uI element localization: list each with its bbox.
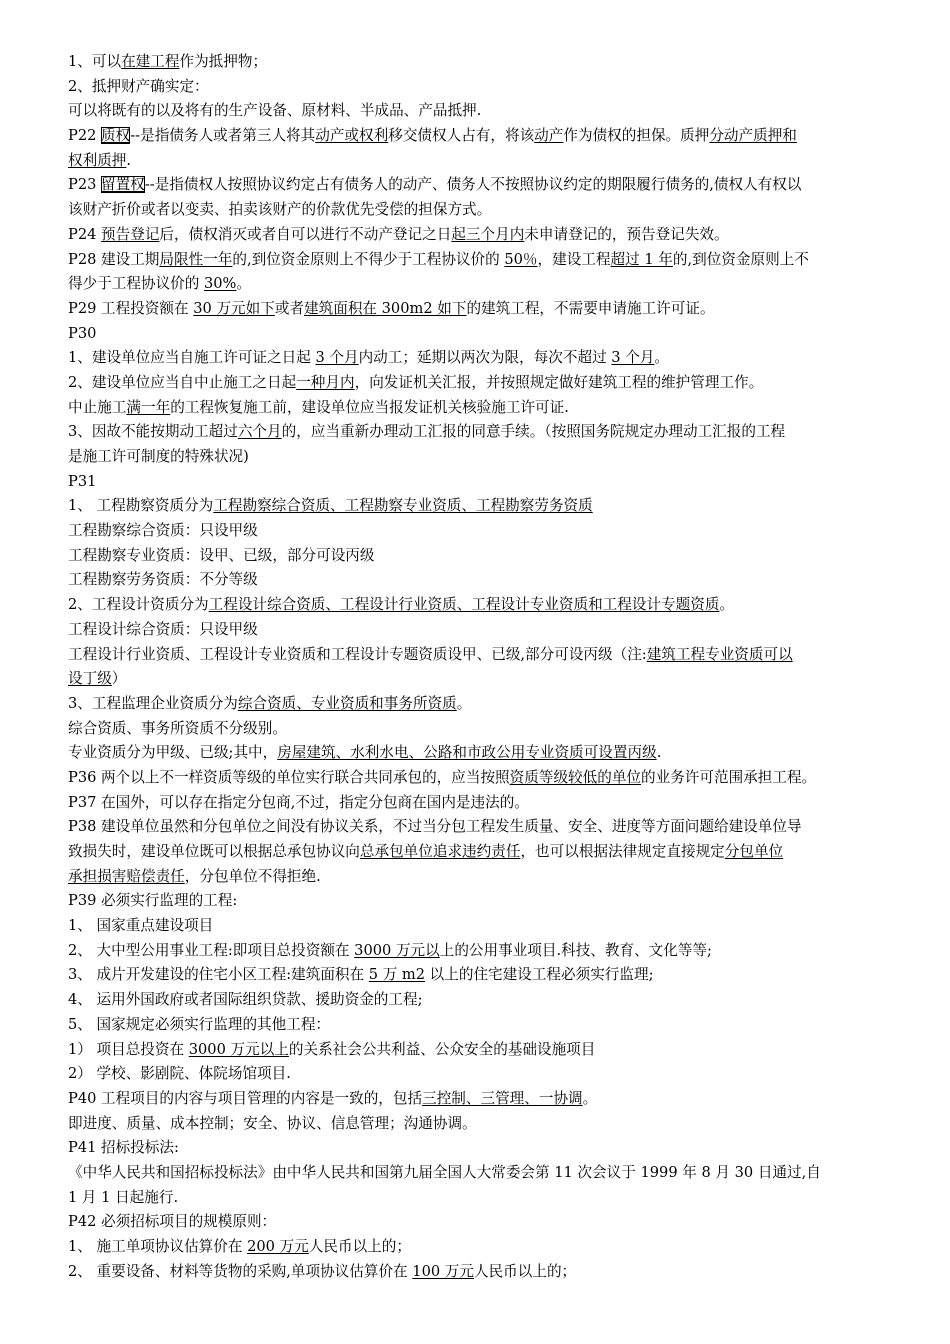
- text-run: P22: [68, 127, 102, 145]
- text-line: [68, 272, 906, 297]
- text-run: .: [656, 744, 662, 762]
- text-line: [68, 248, 906, 273]
- underlined-text: 30 万元如下: [193, 299, 275, 317]
- text-line: [68, 717, 906, 742]
- underlined-text: 建筑面积在 300m2 如下: [304, 299, 467, 317]
- text-run: P36 两个以上不一样资质等级的单位实行联合共同承包的，应当按照: [68, 768, 510, 786]
- text-run: 。: [236, 275, 252, 293]
- text-run: .: [126, 151, 132, 169]
- underlined-text: 六个月: [237, 423, 282, 441]
- text-run: 4、 运用外国政府或者国际组织贷款、援助资金的工程;: [68, 991, 423, 1009]
- underlined-text: 一种月内: [296, 373, 355, 391]
- text-run: 1、 工程勘察资质分为: [68, 497, 214, 515]
- text-run: 是施工许可制度的特殊状况): [68, 448, 249, 465]
- text-run: P40 工程项目的内容与项目管理的内容是一致的，包括: [68, 1089, 423, 1107]
- underlined-text: 资质等级较低的单位: [509, 768, 642, 786]
- text-line: [68, 346, 906, 371]
- text-line: [68, 544, 906, 569]
- underlined-text: 预告登记: [101, 225, 160, 243]
- text-line: [68, 1260, 906, 1285]
- text-run: 该财产折价或者以变卖、拍卖该财产的价款优先受偿的担保方式。: [68, 201, 492, 219]
- text-line: [68, 494, 906, 519]
- text-run: P42 必须招标项目的规模原则：: [68, 1213, 277, 1231]
- text-run: 。: [654, 349, 670, 367]
- text-run: P24: [68, 225, 102, 243]
- text-line: [68, 99, 906, 124]
- text-line: [68, 124, 906, 149]
- text-line: [68, 889, 906, 914]
- underlined-text: 3 个月: [315, 349, 359, 367]
- underlined-text: 在建工程: [121, 53, 180, 70]
- text-run: 综合资质、事务所资质不分级别。: [68, 719, 287, 737]
- text-run: 作为债权的担保。质押: [563, 127, 710, 145]
- text-run: 的,到位资金原则上不: [672, 250, 809, 268]
- text-run: 的工程恢复施工前，建设单位应当报发证机关核验施工许可证.: [170, 398, 569, 416]
- text-run: 或者: [274, 299, 305, 317]
- text-line: [68, 1062, 906, 1087]
- text-run: 1、 施工单项协议估算价在: [68, 1238, 248, 1255]
- text-line: [68, 692, 906, 717]
- boxed-term: 留置权: [101, 176, 145, 194]
- text-line: [68, 519, 906, 544]
- underlined-text: 设丁级: [68, 670, 112, 688]
- underlined-text: 100 万元: [412, 1262, 474, 1280]
- text-line: [68, 1186, 906, 1211]
- underlined-text: 3 个月: [611, 349, 655, 367]
- text-line: [68, 865, 906, 890]
- text-run: 人民币以上的；: [473, 1262, 577, 1280]
- text-line: [68, 1087, 906, 1112]
- underlined-text: 工程设计综合资质、工程设计行业资质、工程设计专业资质和工程设计专题资质: [208, 596, 720, 614]
- text-run: P37 在国外，可以存在指定分包商,不过，指定分包商在国内是违法的。: [68, 793, 529, 811]
- text-run: 3、工程监理企业资质分为: [68, 694, 238, 712]
- text-run: ，也可以根据法律规定直接规定: [520, 843, 725, 860]
- text-run: P41 招标投标法:: [68, 1139, 179, 1157]
- underlined-text: 200 万元: [247, 1238, 309, 1255]
- text-line: [68, 667, 906, 692]
- text-line: [68, 840, 906, 865]
- text-run: 上的公用事业项目.科技、教育、文化等等;: [439, 941, 712, 959]
- text-run: 2、抵押财产确实定：: [68, 77, 209, 95]
- text-run: 《中华人民共和国招标投标法》由中华人民共和国第九届全国人大常委会第 11 次会议于 1999 年 8 月 30 日通过,自: [68, 1163, 821, 1181]
- underlined-text: 工程勘察综合资质、工程勘察专业资质、工程勘察劳务资质: [213, 497, 593, 515]
- underlined-text: 30%: [203, 275, 237, 293]
- text-line: [68, 988, 906, 1013]
- underlined-text: 建筑工程专业资质可以: [646, 645, 793, 663]
- text-run: P39 必须实行监理的工程:: [68, 892, 238, 910]
- text-run: 中止施工: [68, 398, 127, 416]
- text-run: 即进度、质量、成本控制；安全、协议、信息管理；沟通协调。: [68, 1114, 477, 1132]
- text-run: 后，债权消灭或者自可以进行不动产登记之日: [159, 225, 452, 243]
- text-run: P28 建设工期: [68, 250, 160, 268]
- text-line: [68, 1210, 906, 1235]
- text-run: --是指债权人按照协议约定占有债务人的动产、债务人不按照协议约定的期限履行债务的,债权人有权以: [144, 176, 802, 194]
- text-run: 2、工程设计资质分为: [68, 596, 209, 614]
- text-line: [68, 1112, 906, 1137]
- text-run: ，建设工程: [537, 250, 611, 268]
- text-run: 工程设计综合资质：只设甲级: [68, 620, 258, 638]
- text-run: P31: [68, 472, 97, 490]
- text-run: 2、 重要设备、材料等货物的采购,单项协议估算价在: [68, 1262, 413, 1280]
- underlined-text: 动产: [534, 127, 564, 145]
- underlined-text: 超过 1 年: [610, 250, 673, 268]
- text-run: ，向发证机关汇报，并按照规定做好建筑工程的维护管理工作。: [354, 373, 764, 391]
- text-line: [68, 618, 906, 643]
- boxed-term: 质权: [101, 127, 131, 145]
- text-run: 人民币以上的；: [308, 1238, 411, 1255]
- text-run: 。: [456, 694, 472, 712]
- underlined-text: 5 万 m2: [368, 966, 426, 984]
- text-run: 。: [719, 596, 735, 614]
- text-run: 1、 国家重点建设项目: [68, 917, 214, 935]
- underlined-text: 承担损害赔偿责任: [68, 867, 185, 885]
- text-line: [68, 914, 906, 939]
- text-run: 的建筑工程，不需要申请施工许可证。: [466, 299, 715, 317]
- underlined-text: 分包单位: [724, 843, 784, 860]
- text-line: [68, 470, 906, 495]
- text-run: 工程勘察劳务资质：不分等级: [68, 571, 258, 589]
- underlined-text: 3000 万元以上: [188, 1040, 289, 1058]
- text-line: [68, 445, 906, 470]
- text-run: P38 建设单位虽然和分包单位之间没有协议关系，不过当分包工程发生质量、安全、进度等方面问题给建设单位导: [68, 818, 802, 836]
- text-run: 内动工；延期以两次为限，每次不超过: [358, 349, 612, 367]
- text-run: 得少于工程协议价的: [68, 275, 204, 293]
- text-run: 5、 国家规定必须实行监理的其他工程：: [68, 1015, 331, 1033]
- text-run: P29 工程投资额在: [68, 299, 194, 317]
- text-run: 的，应当重新办理动工汇报的同意手续。（按照国务院规定办理动工汇报的工程: [281, 423, 786, 441]
- text-line: [68, 939, 906, 964]
- text-line: [68, 75, 906, 100]
- text-line: [68, 1161, 906, 1186]
- text-line: [68, 815, 906, 840]
- text-line: [68, 198, 906, 223]
- text-run: 可以将既有的以及将有的生产设备、原材料、半成品、产品抵押.: [68, 102, 482, 120]
- text-line: [68, 568, 906, 593]
- text-run: 1、建设单位应当自施工许可证之日起: [68, 349, 316, 367]
- text-line: [68, 791, 906, 816]
- underlined-text: 权利质押: [68, 151, 127, 169]
- underlined-text: 动产或权利: [315, 127, 389, 145]
- text-run: 工程设计行业资质、工程设计专业资质和工程设计专题资质设甲、已级,部分可设丙级（注:: [68, 645, 647, 663]
- text-run: 1） 项目总投资在: [68, 1040, 189, 1058]
- underlined-text: 综合资质、专业资质和事务所资质: [237, 694, 457, 712]
- text-run: 。: [582, 1089, 598, 1107]
- document-body: [68, 50, 906, 1284]
- text-line: [68, 963, 906, 988]
- text-run: 的关系社会公共利益、公众安全的基础设施项目: [288, 1040, 596, 1058]
- text-run: 1、可以: [68, 53, 122, 70]
- text-run: P23: [68, 176, 102, 194]
- text-run: 移交债权人占有，将该: [388, 127, 535, 145]
- underlined-text: 总承包单位追求违约责任: [359, 843, 521, 860]
- text-line: [68, 1038, 906, 1063]
- text-run: 2） 学校、影剧院、体院场馆项目.: [68, 1065, 291, 1083]
- underlined-text: 分动产质押和: [709, 127, 797, 145]
- text-line: [68, 1136, 906, 1161]
- text-run: 以上的住宅建设工程必须实行监理;: [425, 966, 654, 984]
- text-run: P30: [68, 324, 97, 342]
- underlined-text: 局限性一年: [159, 250, 233, 268]
- underlined-text: 房屋建筑、水利水电、公路和市政公用专业资质可设置丙级: [277, 744, 657, 762]
- text-run: 的业务许可范围承担工程。: [641, 768, 817, 786]
- text-run: 1 月 1 日起施行.: [68, 1188, 179, 1206]
- text-line: [68, 396, 906, 421]
- text-line: [68, 297, 906, 322]
- text-line: [68, 643, 906, 668]
- text-line: [68, 593, 906, 618]
- text-run: 2、建设单位应当自中止施工之日起: [68, 373, 297, 391]
- text-line: [68, 173, 906, 198]
- text-run: 作为抵押物；: [179, 53, 268, 70]
- text-line: [68, 371, 906, 396]
- text-run: ）: [111, 670, 127, 688]
- underlined-text: 三控制、三管理、一协调: [422, 1089, 583, 1107]
- underlined-text: 3000 万元以: [354, 941, 440, 959]
- text-run: 工程勘察专业资质：设甲、已级，部分可设丙级: [68, 546, 375, 564]
- underlined-text: 满一年: [126, 398, 171, 416]
- text-line: [68, 1235, 906, 1260]
- text-run: 工程勘察综合资质：只设甲级: [68, 522, 258, 540]
- text-run: 的,到位资金原则上不得少于工程协议价的: [232, 250, 505, 268]
- text-line: [68, 322, 906, 347]
- text-line: [68, 1013, 906, 1038]
- text-line: [68, 223, 906, 248]
- text-line: [68, 149, 906, 174]
- text-line: [68, 766, 906, 791]
- text-run: --是指债务人或者第三人将其: [130, 127, 316, 145]
- text-run: 专业资质分为甲级、已级;其中，: [68, 744, 278, 762]
- text-line: [68, 420, 906, 445]
- text-run: 3、 成片开发建设的住宅小区工程:建筑面积在: [68, 966, 369, 984]
- text-run: 3、因故不能按期动工超过: [68, 423, 238, 441]
- text-run: 未申请登记的，预告登记失效。: [524, 225, 729, 243]
- text-line: [68, 50, 906, 75]
- text-run: ，分包单位不得拒绝.: [184, 867, 321, 885]
- text-run: 2、 大中型公用事业工程:即项目总投资额在: [68, 941, 355, 959]
- underlined-text: 起三个月内: [451, 225, 525, 243]
- text-line: [68, 741, 906, 766]
- underlined-text: 50％: [504, 250, 538, 268]
- text-run: 致损失时，建设单位既可以根据总承包协议向: [68, 843, 360, 860]
